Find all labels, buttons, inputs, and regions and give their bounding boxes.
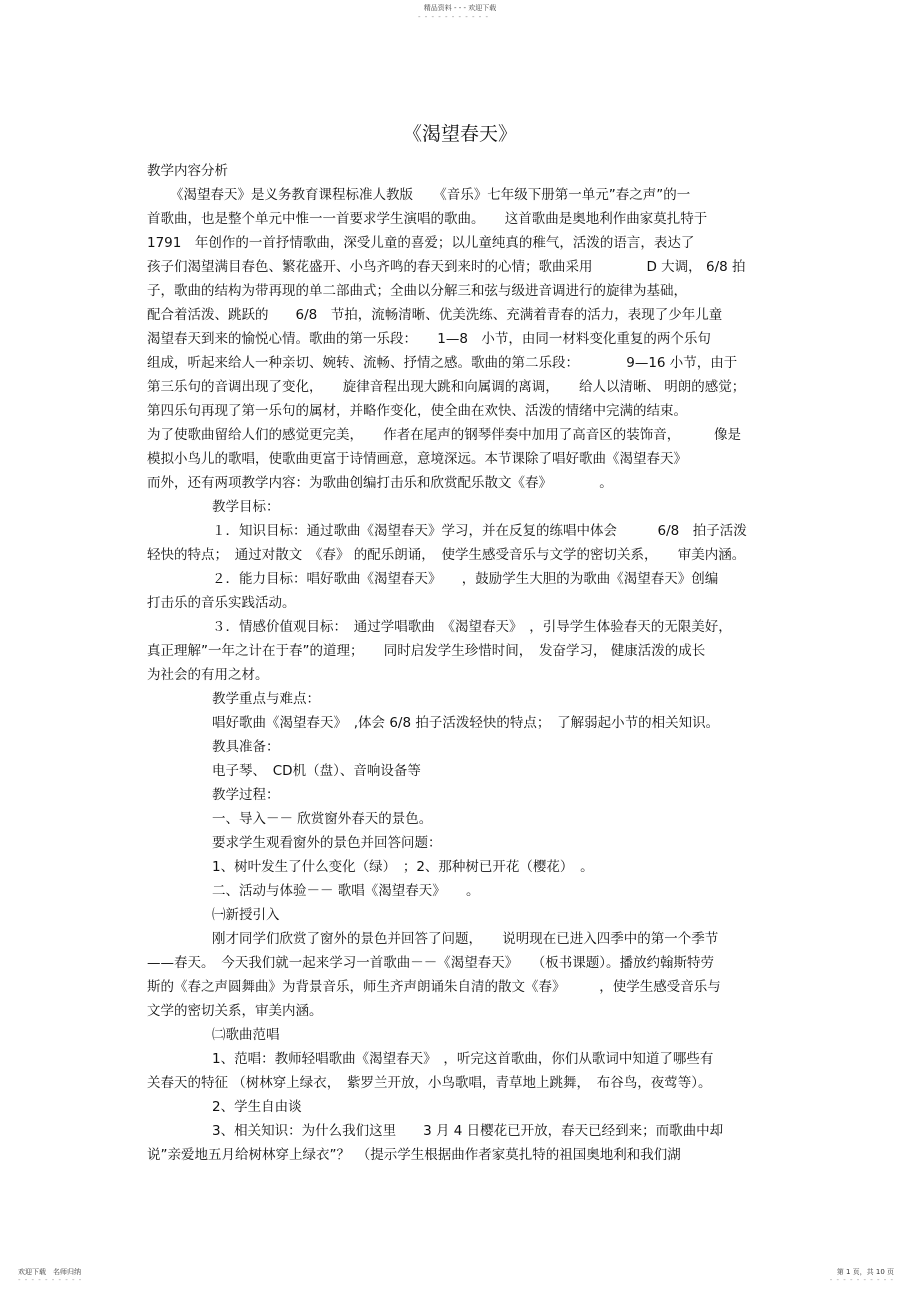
body-line: 配合着活泼、跳跃的 6/8 节拍，流畅清晰、优美洗练、充满着青春的活力，表现了少年儿童 — [147, 307, 723, 323]
body-line: 1791 年创作的一首抒情歌曲，深受儿童的喜爱；以儿童纯真的稚气，活泼的语言，表达了 — [147, 235, 695, 251]
body-line: 1、范唱：教师轻唱歌曲《渴望春天》 ，听完这首歌曲，你们从歌词中知道了哪些有 — [212, 1051, 714, 1067]
section-heading: 教学重点与难点： — [212, 691, 320, 707]
body-line: ３．情感价值观目标： 通过学唱歌曲 《渴望春天》 ，引导学生体验春天的无限美好， — [212, 619, 732, 635]
section-heading: 教学内容分析 — [147, 163, 228, 179]
header-dashes: - - - - - - - - - - - — [418, 13, 490, 21]
body-line: 文学的密切关系，审美内涵。 — [147, 1003, 323, 1019]
body-line: 轻快的特点； 通过对散文 《春》 的配乐朗诵， 使学生感受音乐与文学的密切关系， 审美内涵。 — [147, 547, 746, 563]
body-line: 打击乐的音乐实践活动。 — [147, 595, 296, 611]
body-line: 《渴望春天》是义务教育课程标准人教版 《音乐》七年级下册第一单元”春之声”的一 — [170, 187, 691, 203]
body-line: 关春天的特征 （树林穿上绿衣， 紫罗兰开放，小鸟歌唱，青草地上跳舞， 布谷鸟，夜莺等）。 — [147, 1075, 712, 1091]
body-line: ２．能力目标：唱好歌曲《渴望春天》 ，鼓励学生大胆的为歌曲《渴望春天》创编 — [212, 571, 719, 587]
body-line: １．知识目标：通过歌曲《渴望春天》学习，并在反复的练唱中体会 6/8 拍子活泼 — [212, 523, 747, 539]
body-line: 电子琴、 CD机（盘）、音响设备等 — [212, 763, 421, 779]
body-line: 为社会的有用之材。 — [147, 667, 269, 683]
body-line: 渴望春天到来的愉悦心情。歌曲的第一乐段： 1—8 小节，由同一材料变化重复的两个乐句 — [147, 331, 711, 347]
body-line: 刚才同学们欣赏了窗外的景色并回答了问题， 说明现在已进入四季中的第一个季节 — [212, 931, 719, 947]
body-line: 组成，听起来给人一种亲切、婉转、流畅、抒情之感。歌曲的第二乐段： 9—16 小节，由于 — [147, 355, 738, 371]
footer-left-dashes: - - - - - - - - - - — [18, 1276, 83, 1284]
body-line: 要求学生观看窗外的景色并回答问题： — [212, 835, 442, 851]
page-header: 精品资料 - - - 欢迎下载 — [423, 4, 497, 12]
footer-right-dashes: - - - - - - - - - - — [829, 1276, 894, 1284]
body-line: 第三乐句的音调出现了变化， 旋律音程出现大跳和向属调的离调， 给人以清晰、 明朗的感觉； — [147, 379, 746, 395]
body-line: 一、导入－－ 欣赏窗外春天的景色。 — [212, 811, 433, 827]
body-line: 孩子们渴望满目春色、繁花盛开、小鸟齐鸣的春天到来时的心情；歌曲采用 D 大调， 6/8 拍 — [147, 259, 746, 275]
body-line: 3、相关知识：为什么我们这里 3 月 4 日樱花已开放，春天已经到来；而歌曲中却 — [212, 1123, 724, 1139]
section-heading: ㈡歌曲范唱 — [212, 1027, 280, 1043]
body-line: 而外，还有两项教学内容：为歌曲创编打击乐和欣赏配乐散文《春》 。 — [147, 475, 613, 491]
body-line: 模拟小鸟儿的歌唱，使歌曲更富于诗情画意，意境深远。本节课除了唱好歌曲《渴望春天》 — [147, 451, 687, 467]
body-line: 唱好歌曲《渴望春天》 ,体会 6/8 拍子活泼轻快的特点； 了解弱起小节的相关知识。 — [212, 715, 720, 731]
body-line: 第四乐句再现了第一乐句的属材，并略作变化，使全曲在欢快、活泼的情绪中完满的结束。 — [147, 403, 687, 419]
body-line: 为了使歌曲留给人们的感觉更完美， 作者在尾声的钢琴伴奏中加用了高音区的装饰音， 像是 — [147, 427, 741, 443]
body-line: 2、学生自由谈 — [212, 1099, 302, 1115]
section-heading: 教学过程： — [212, 787, 280, 803]
body-line: 真正理解”一年之计在于春”的道理； 同时启发学生珍惜时间， 发奋学习， 健康活泼的成长 — [147, 643, 706, 659]
body-line: 说”亲爱地五月给树林穿上绿衣”？ （提示学生根据曲作者家莫扎特的祖国奥地利和我们湖 — [147, 1147, 681, 1163]
body-line: 斯的《春之声圆舞曲》为背景音乐，师生齐声朗诵朱自清的散文《春》 ，使学生感受音乐与 — [147, 979, 721, 995]
body-line: 1、树叶发生了什么变化（绿） ；2、那种树已开花（樱花） 。 — [212, 859, 594, 875]
section-heading: 教具准备： — [212, 739, 280, 755]
body-line: ——春天。 今天我们就一起来学习一首歌曲－－《渴望春天》 （板书课题）。播放约翰斯特劳 — [147, 955, 714, 971]
document-title: 《渴望春天》 — [402, 123, 517, 145]
section-heading: 教学目标： — [212, 499, 280, 515]
body-line: 子，歌曲的结构为带再现的单二部曲式；全曲以分解三和弦与级进音调进行的旋律为基础， — [147, 283, 687, 299]
page-number: 第 1 页，共 10 页 — [836, 1268, 894, 1276]
section-heading: ㈠新授引入 — [212, 907, 280, 923]
footer-left: 欢迎下载 名师归纳 — [18, 1268, 81, 1276]
body-line: 二、活动与体验－－ 歌唱《渴望春天》 。 — [212, 883, 480, 899]
body-line: 首歌曲，也是整个单元中惟一一首要求学生演唱的歌曲。 这首歌曲是奥地利作曲家莫扎特于 — [147, 211, 708, 227]
